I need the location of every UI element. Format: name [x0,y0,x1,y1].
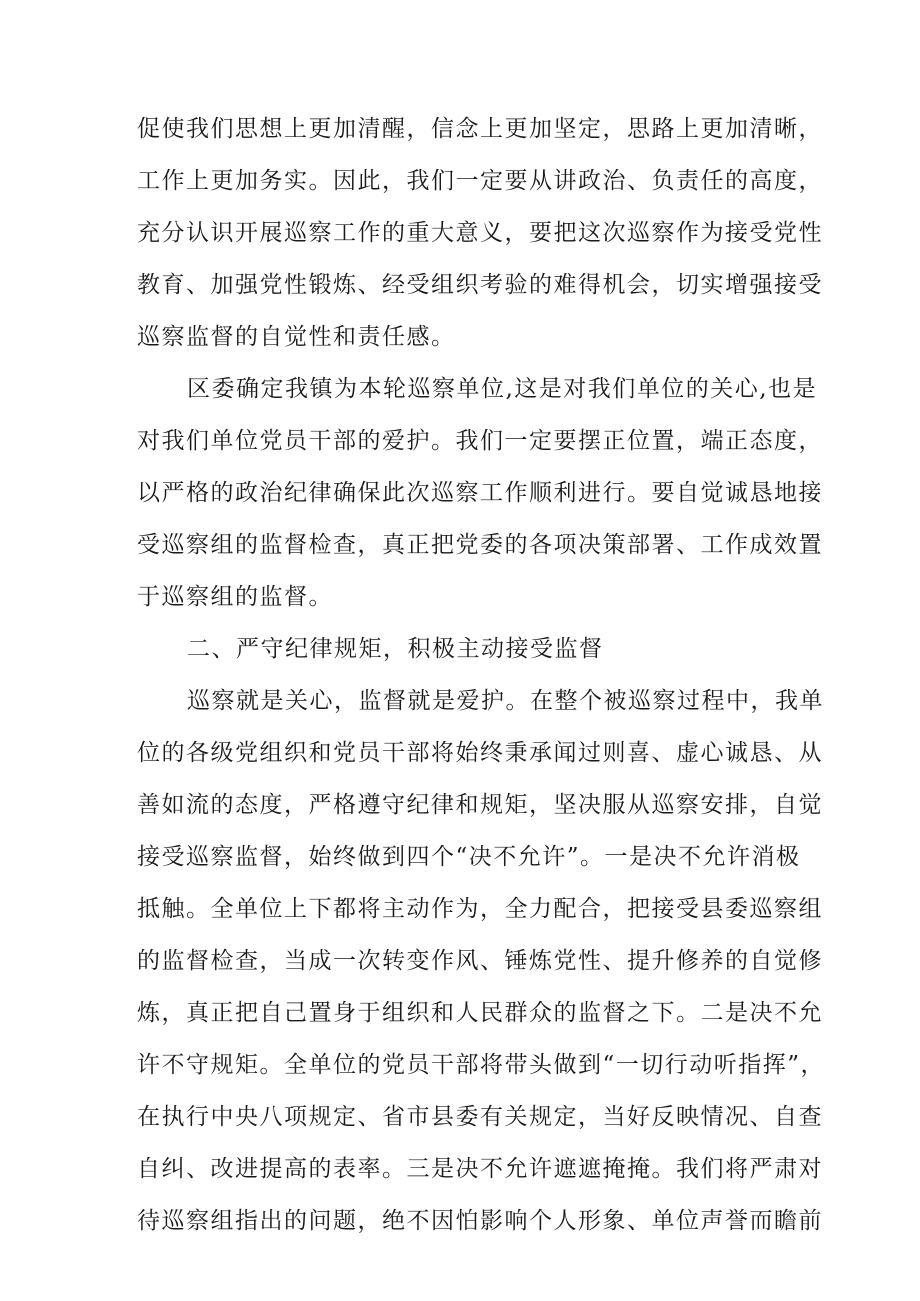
text-line: 善如流的态度，严格遵守纪律和规矩，坚决服从巡察安排，自觉 [137,792,823,818]
text-line: 许不守规矩。全单位的党员干部将带头做到“一切行动听指挥”， [137,1052,826,1078]
text-line: 对我们单位党员干部的爱护。我们一定要摆正位置，端正态度， [137,428,823,454]
text-line: 炼，真正把自己置身于组织和人民群众的监督之下。二是决不允 [137,1000,823,1026]
text-line: 在执行中央八项规定、省市县委有关规定，当好反映情况、自查 [137,1104,823,1130]
text-line: 接受巡察监督，始终做到四个“决不允许”。一是决不允许消极 [137,844,801,870]
text-line: 以严格的政治纪律确保此次巡察工作顺利进行。要自觉诚恳地接 [137,480,823,506]
text-line: 于巡察组的监督。 [137,584,333,610]
text-line: 自纠、改进提高的表率。三是决不允许遮遮掩掩。我们将严肃对 [137,1156,823,1182]
text-line: 充分认识开展巡察工作的重大意义，要把这次巡察作为接受党性 [137,220,823,246]
text-line: 抵触。全单位上下都将主动作为，全力配合，把接受县委巡察组 [137,896,823,922]
text-line: 的监督检查，当成一次转变作风、锤炼党性、提升修养的自觉修 [137,948,823,974]
text-line: 待巡察组指出的问题，绝不因怕影响个人形象、单位声誉而瞻前 [137,1208,823,1234]
text-line: 巡察就是关心，监督就是爱护。在整个被巡察过程中，我单 [187,688,824,714]
text-line: 教育、加强党性锻炼、经受组织考验的难得机会，切实增强接受 [137,272,823,298]
text-line: 促使我们思想上更加清醒，信念上更加坚定，思路上更加清晰， [137,116,823,142]
text-line: 工作上更加务实。因此，我们一定要从讲政治、负责任的高度， [137,168,823,194]
text-line: 巡察监督的自觉性和责任感。 [137,324,456,350]
text-line: 位的各级党组织和党员干部将始终秉承闻过则喜、虚心诚恳、从 [137,740,823,766]
text-line: 受巡察组的监督检查，真正把党委的各项决策部署、工作成效置 [137,532,823,558]
document-body [137,103,826,1247]
text-line: 二、严守纪律规矩，积极主动接受监督 [187,636,604,662]
text-line: 区委确定我镇为本轮巡察单位,这是对我们单位的关心,也是 [187,376,818,402]
